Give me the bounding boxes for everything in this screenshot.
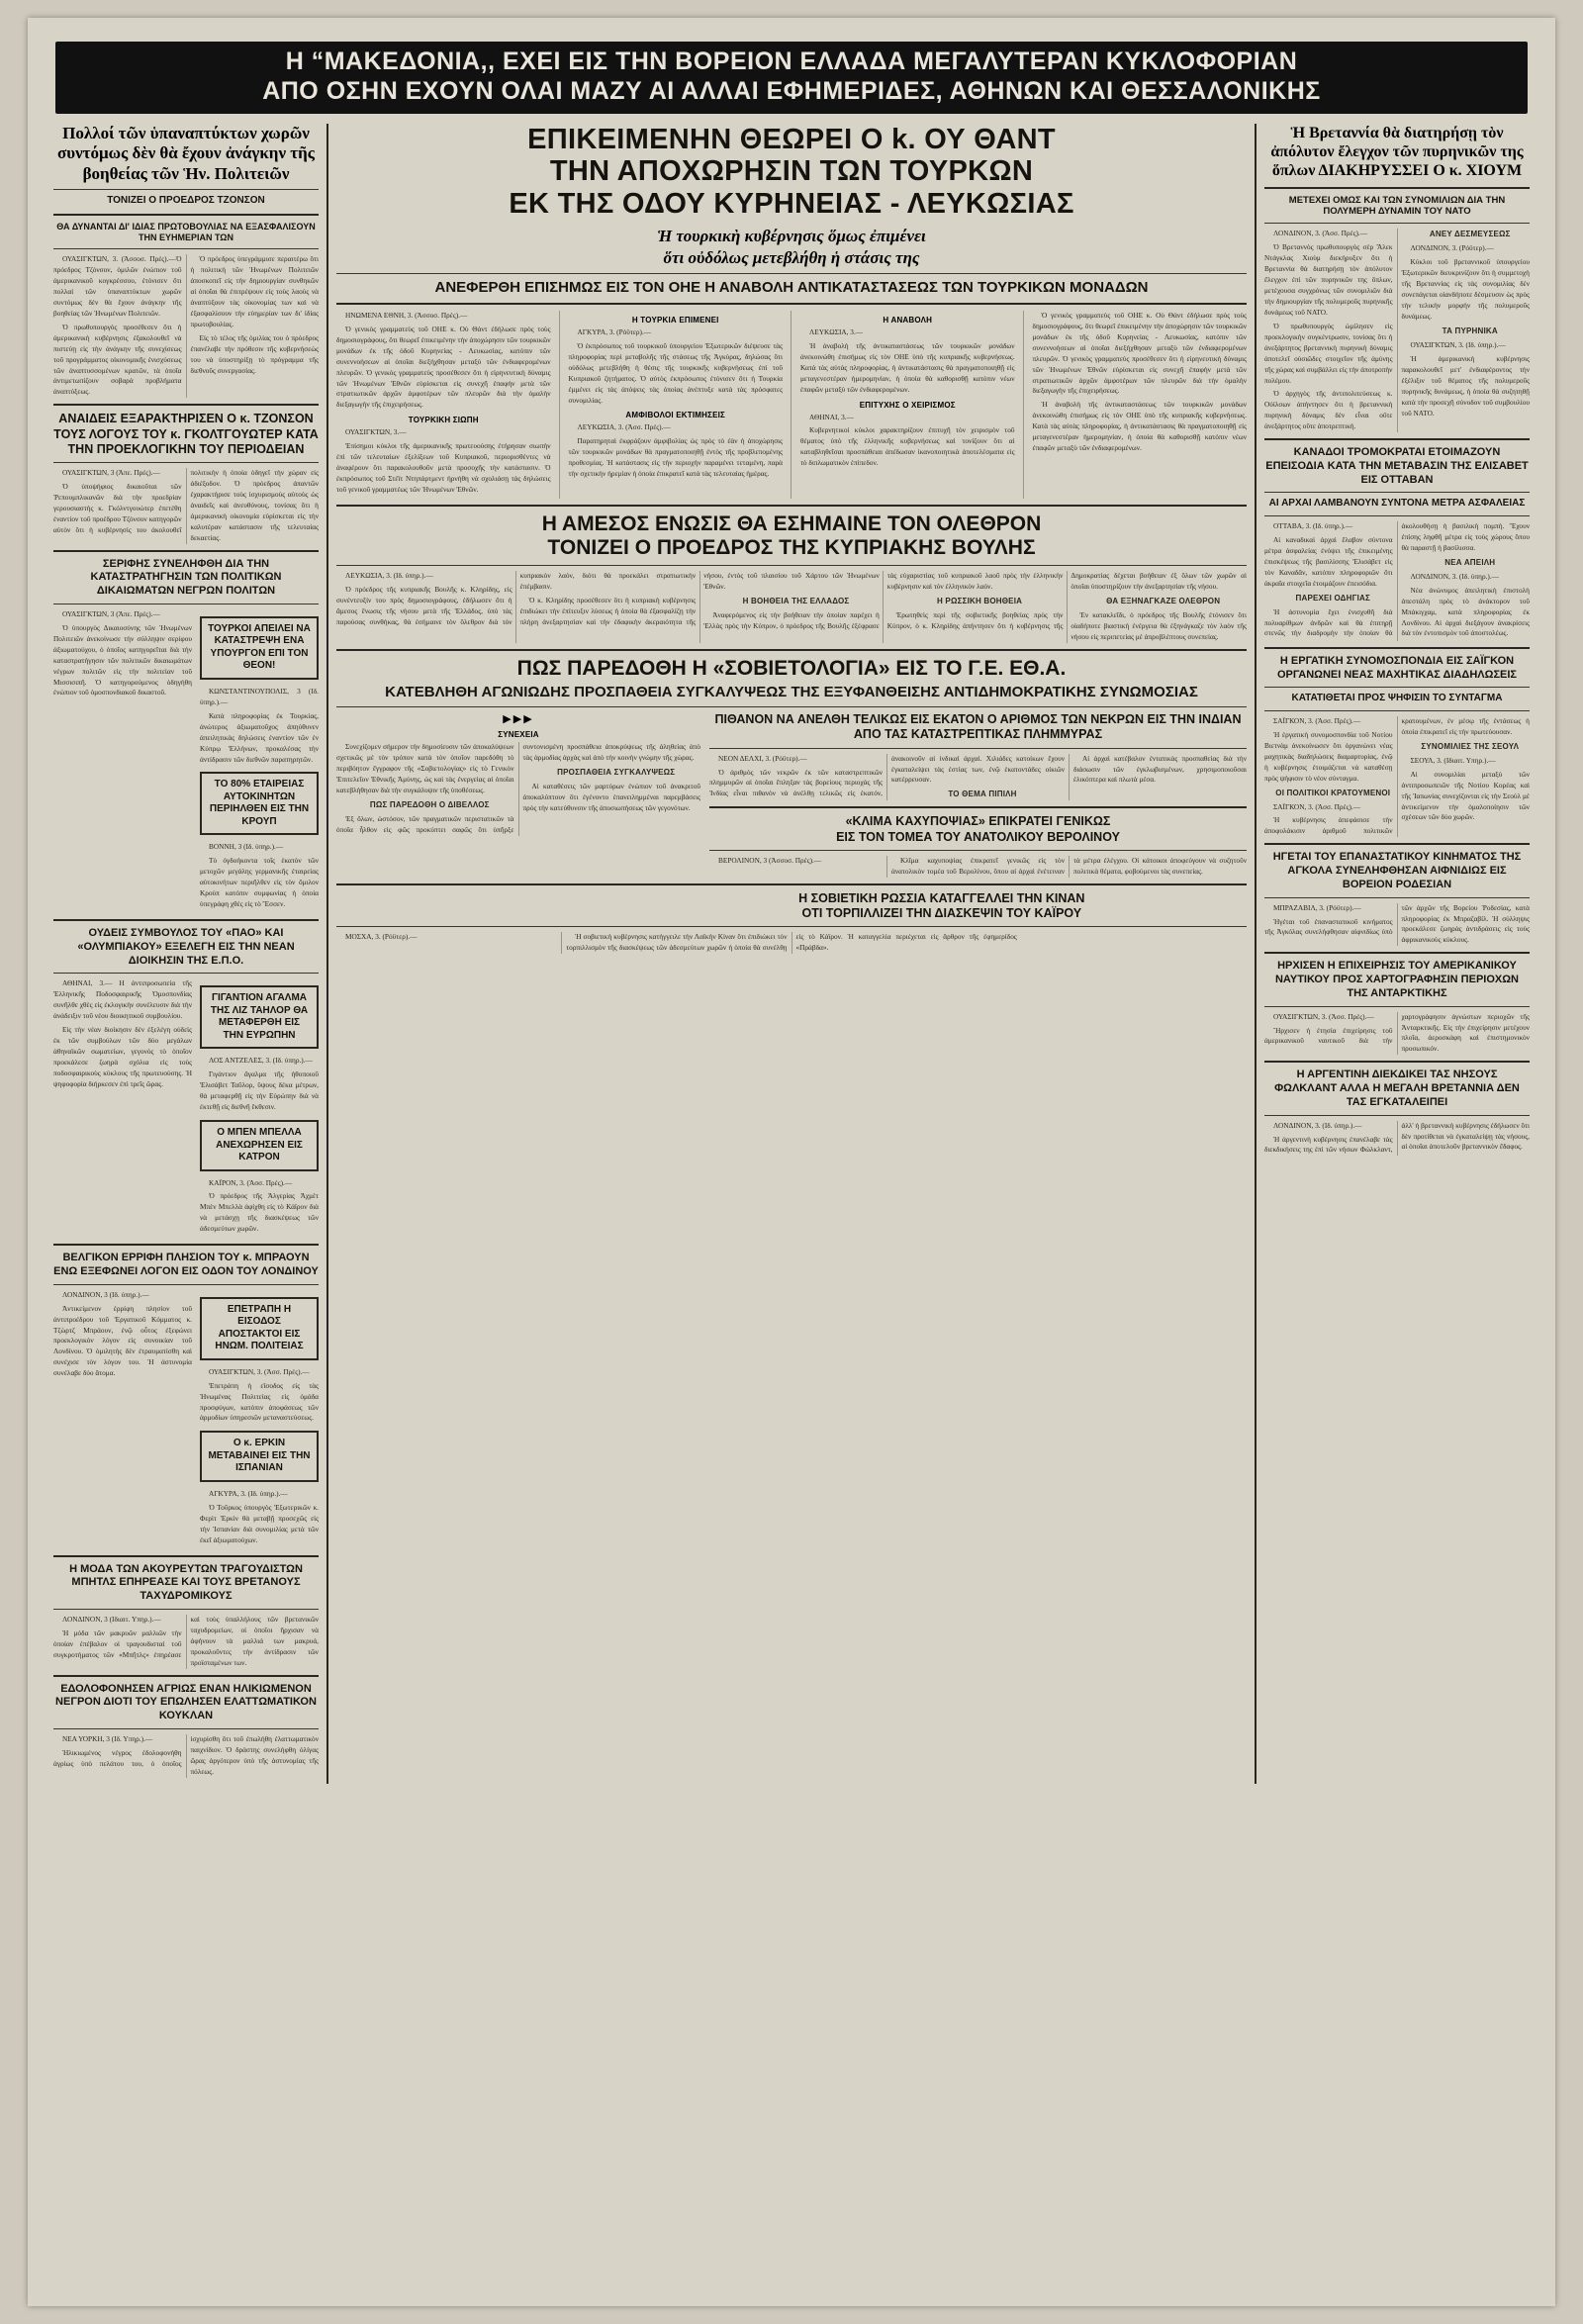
dateline: ΝΕΑ ΥΟΡΚΗ, 3 (Ιδ. Υπηρ.).— — [62, 1733, 153, 1743]
headline: ΗΓΕΤΑΙ ΤΟΥ ΕΠΑΝΑΣΤΑΤΙΚΟΥ ΚΙΝΗΜΑΤΟΣ ΤΗΣ ΑΓΚΟΛΑ ΣΥΝΕΛΗΦΘΗΣΑΝ ΑΙΦΝΙΔΙΩΣ ΕΙΣ ΒΟΡΕΙΟΝ ΡΟΔΕΣΙΑΝ — [1272, 851, 1522, 890]
dateline: ΒΕΡΟΛΙΝΟΝ, 3 (Άσσοσ. Πρές).— — [718, 855, 822, 865]
dateline: ΑΓΚΥΡΑ, 3. (Ρόϋτερ).— — [577, 326, 652, 336]
body-paragraph: Συνεχίζομεν σήμερον τὴν δημοσίευσιν τῶν ἀποκαλύψεων σχετικῶς μὲ τὸν τρόπον κατὰ τὸν ὁποῖον παρεδόθη τὸ περιβόητον ἔγγραφον τῆς «Σοβιετολογίας» εἰς τὸ Γενικὸν Ἐπιτελεῖον Ἐθνικῆς Ἀμύνης, ὡς καὶ τὰς ἐνεργείας αἱ ὁποῖαι κατεβλήθησαν διὰ τὴν συγκάλυψιν τῆς ὑποθέσεως. — [336, 742, 514, 794]
lead-story-cyprus — [336, 124, 1247, 499]
body-paragraph: Ὁ ἀριθμὸς τῶν νεκρῶν ἐκ τῶν καταστρεπτικῶν πλημμυρῶν αἱ ὁποῖαι ἔπληξαν τὰς βορείους περιοχὰς τῆς Ἰνδίας εἶναι πιθανὸν νὰ ἀνέλθῃ τελικῶς εἰς ἑκατόν, ἀνακοινοῦν αἱ ἰνδικαὶ ἀρχαί. Χιλιάδες κατοίκων ἔχουν ἐγκαταλείψει τὰς ἑστίας των, ἐνῷ ἑκατοντάδες οἰκιῶν κατέρρευσαν. — [709, 753, 1065, 798]
body-paragraph: Ὁ ὑποψήφιος δικαιοῦται τῶν Ῥεπουμπλικανῶν διὰ τὴν προεδρίαν γερουσιαστὴς κ. Γκόλντγουώτερ ἐπετέθη ἐναντίον τοῦ προέδρου Τζόνσον κατηγορῶν αὐτὸν ὅτι ἡ κυβέρνησίς του ἀκολουθεῖ πολιτικὴν ἡ ὁποία ὁδηγεῖ τὴν χώραν εἰς ἀδιέξοδον. Ὁ πρόεδρος ἀπαντῶν ἐχαρακτήρισε τοὺς ἰσχυρισμοὺς αὐτοὺς ὡς ἀναιδεῖς καὶ ἀνευθύνους, τονίσας ὅτι ἡ ἀμερικανικὴ οἰκονομία εὑρίσκεται εἰς τὴν καλυτέραν κατάστασιν τῆς τελευταίας δεκαετίας. — [53, 468, 319, 542]
subhead: ΘΑ ΔΥΝΑΝΤΑΙ ΔΙ' ΙΔΙΑΣ ΠΡΩΤΟΒΟΥΛΙΑΣ ΝΑ ΕΞΑΣΦΑΛΙΣΟΥΝ ΤΗΝ ΕΥΗΜΕΡΙΑΝ ΤΩΝ — [56, 221, 316, 242]
body-paragraph: Ἡ σοβιετικὴ κυβέρνησις κατήγγειλε τὴν Λαϊκὴν Κίναν ὅτι ἐπιδιώκει τὸν τορπιλλισμὸν τῆς διασκέψεως τῶν ἀδεσμεύτων χωρῶν ἡ ὁποία θὰ συνέλθῃ εἰς τὸ Κάϊρον. Ἡ καταγγελία περιέχεται εἰς ἄρθρον τῆς ἐφημερίδος «Πράβδα». — [566, 932, 1017, 953]
sidebar-box-turk-threat — [200, 616, 319, 680]
sidebar-box-benbella — [200, 1120, 319, 1171]
article-goldwater — [53, 412, 319, 543]
dateline: ΑΓΚΥΡΑ, 3. (Ιδ. ύπηρ.).— — [209, 1488, 288, 1498]
dateline: ΚΑΪΡΟΝ, 3. (Άσσ. Πρές).— — [209, 1177, 293, 1187]
dateline: ΟΥΑΣΙΓΚΤΩΝ, 3. (Άσσ. Πρές).— — [209, 1366, 310, 1376]
article-antarctic — [1264, 960, 1530, 1055]
body-paragraph: Αἱ ἀρχαὶ κατέβαλον ἐντατικὰς προσπαθείας διὰ τὴν διάσωσιν τῶν ἐγκλωβισμένων, χρησιμοποιοῦσαι ἑλικόπτερα καὶ πλωτὰ μέσα. — [1073, 753, 1247, 785]
triangle-bullets-icon: ▶▶▶ — [503, 713, 534, 726]
headline-line-1: «ΚΛΙΜΑ ΚΑΧΥΠΟΨΙΑΣ» ΕΠΙΚΡΑΤΕΙ ΓΕΝΙΚΩΣ — [845, 814, 1111, 829]
headline: ΣΕΡΙΦΗΣ ΣΥΝΕΛΗΦΘΗ ΔΙΑ ΤΗΝ ΚΑΤΑΣΤΡΑΤΗΓΗΣΙΝ ΤΩΝ ΠΟΛΙΤΙΚΩΝ ΔΙΚΑΙΩΜΑΤΩΝ ΝΕΓΡΩΝ ΠΟΛΙΤΩΝ — [90, 557, 282, 598]
section-subhead: ΕΠΙΤΥΧΗΣ Ο ΧΕΙΡΙΣΜΟΣ — [859, 400, 956, 410]
dateline: ΗΝΩΜΕΝΑ ΕΘΝΗ, 3. (Άσσοσ. Πρές).— — [345, 310, 468, 320]
masthead-banner — [55, 42, 1528, 114]
section-subhead: Η ΤΟΥΡΚΙΑ ΕΠΙΜΕΝΕΙ — [631, 315, 719, 325]
body-paragraph: Ἡ ἀναβολὴ τῆς ἀντικαταστάσεως τῶν τουρκικῶν μονάδων ἀνεκοινώθη ἐπισήμως εἰς τὸν ΟΗΕ ὑπὸ τῆς κυπριακῆς κυβερνήσεως. Κατὰ τὰς αὐτὰς πληροφορίας, ἡ ἀντικατάστασις θὰ πραγματοποιηθῇ εἰς μεταγενεστέραν ἡμερομηνίαν, ἡ ὁποία θὰ καθορισθῇ κατόπιν νέων ἐπαφῶν μεταξὺ τῶν ἐνδιαφερομένων. — [800, 340, 1015, 394]
dateline: ΛΕΥΚΩΣΙΑ, 3.— — [809, 326, 864, 336]
dateline: ΟΥΑΣΙΓΚΤΩΝ, 3 (Άπε. Πρές).— — [62, 468, 160, 478]
headline-line-3: ΕΚ ΤΗΣ ΟΔΟΥ ΚΥΡΗΝΕΙΑΣ - ΛΕΥΚΩΣΙΑΣ — [509, 187, 1074, 220]
dateline: ΑΘΗΝΑΙ, 3.— Η ἀντιπροσωπεία τῆς Ἑλληνικῆς Ποδοσφαιρικῆς Ὁμοσπονδίας συνῆλθε χθὲς εἰς ἐκλογικὴν συνέλευσιν διὰ τὴν ἀνάδειξιν τοῦ νέου διοικητικοῦ συμβουλίου. — [53, 978, 192, 1021]
dateline: ΛΕΥΚΩΣΙΑ, 3. (Άσσ. Πρές).— — [577, 422, 671, 432]
dateline: ΜΠΡΑΖΑΒΙΛ, 3. (Ρόϋτερ).— — [1273, 902, 1361, 912]
body-paragraph: Ἐρωτηθεὶς περὶ τῆς σοβιετικῆς βοηθείας πρὸς τὴν Κύπρον, ὁ κ. Κληρίδης ἀπήντησεν ὅτι ἡ κυβέρνησις τῆς Δημοκρατίας δέχεται βοήθειαν ἐξ ὅλων τῶν χωρῶν αἱ ὁποῖαι ὑποστηρίζουν τὴν ἀνεξαρτησίαν τῆς νήσου. — [886, 571, 1247, 631]
body-paragraph: Ἡ ἀναβολὴ τῆς ἀντικαταστάσεως τῶν τουρκικῶν μονάδων ἀνεκοινώθη ἐπισήμως εἰς τὸν ΟΗΕ ὑπὸ τῆς κυπριακῆς κυβερνήσεως. Κατὰ τὰς αὐτὰς πληροφορίας, ἡ ἀντικατάστασις θὰ πραγματοποιηθῇ εἰς μεταγενεστέραν ἡμερομηνίαν, ἡ ὁποία θὰ καθορισθῇ κατόπιν νέων ἐπαφῶν μεταξὺ τῶν ἐνδιαφερομένων. — [1032, 400, 1247, 453]
section-subhead: ΠΑΡΕΧΕΙ ΟΔΗΓΙΑΣ — [1295, 593, 1370, 603]
body-paragraph: Ἡ ἀμερικανικὴ κυβέρνησις παρακολουθεῖ μετ' ἐνδιαφέροντος τὴν ἐξέλιξιν τοῦ θέματος τῆς πολυμεροῦς πυρηνικῆς δυνάμεως, ἡ ὁποία θὰ συζητηθῇ κατὰ τὴν προσεχῆ σύνοδον τοῦ συμβουλίου τοῦ ΝΑΤΟ. — [1401, 353, 1530, 418]
section-subhead: Η ΡΩΣΣΙΚΗ ΒΟΗΘΕΙΑ — [937, 597, 1023, 606]
body-paragraph: Ἡ ἐργατικὴ συνομοσπονδία τοῦ Νοτίου Βιετνὰμ ἀνεκοίνωσεν ὅτι ὀργανώνει νέας μαχητικὰς διαδηλώσεις διαμαρτυρίας, ἐνῷ ἡ κυβέρνησις ἑτοιμάζεται νὰ καταθέσῃ πρὸς ψήφισιν τὸ νέον σύνταγμα. — [1264, 729, 1393, 783]
headline: ΕΔΟΛΟΦΟΝΗΣΕΝ ΑΓΡΙΩΣ ΕΝΑΝ ΗΛΙΚΙΩΜΕΝΟΝ ΝΕΓΡΟΝ ΔΙΟΤΙ ΤΟΥ ΕΠΩΛΗΣΕΝ ΕΛΑΤΤΩΜΑΤΙΚΟΝ ΚΟΥΚΛΑΝ — [55, 1682, 317, 1722]
article-sovietologia — [336, 657, 1247, 878]
dateline: ΟΥΑΣΙΓΚΤΩΝ, 3. (Ιδ. ύπηρ.).— — [1410, 339, 1506, 349]
article-britain-nuclear — [1264, 124, 1530, 432]
section-subhead: ΠΡΟΣΠΑΘΕΙΑ ΣΥΓΚΑΛΥΨΕΩΣ — [557, 767, 676, 777]
article-falklands — [1264, 1069, 1530, 1156]
body-paragraph: Γιγάντιον ἄγαλμα τῆς ἠθοποιοῦ Ἐλισάβετ Ταῦλορ, ὕψους δέκα μέτρων, θὰ μεταφερθῇ εἰς τὴν Εὐρώπην διὰ νὰ ἐκτεθῇ εἰς διεθνῆ ἔκθεσιν. — [200, 1069, 319, 1112]
body-paragraph: Ἀντικείμενον ἐρρίφη πλησίον τοῦ ἀντιπροέδρου τοῦ Ἐργατικοῦ Κόμματος κ. Τζὼρτζ Μπράουν, ἐνῷ οὗτος ἐξεφώνει προεκλογικὸν λόγον εἰς συνοικίαν τοῦ Λονδίνου. Ὁ ὁμιλητὴς δὲν ἐτραυματίσθη καὶ συνέχισε τὸν λόγον του. Ἡ ἀστυνομία συνέλαβε δύο ἄτομα. — [53, 1303, 192, 1378]
dateline: ΣΑΪΓΚΟΝ, 3. (Άσσ. Πρές).— — [1273, 801, 1361, 811]
column-divider — [326, 124, 328, 1784]
headline-line-1: Η ΑΜΕΣΟΣ ΕΝΩΣΙΣ ΘΑ ΕΣΗΜΑΙΝΕ ΤΟΝ ΟΛΕΘΡΟΝ — [541, 511, 1042, 535]
headline: Η ΑΡΓΕΝΤΙΝΗ ΔΙΕΚΔΙΚΕΙ ΤΑΣ ΝΗΣΟΥΣ ΦΩΛΚΛΑΝΤ ΑΛΛΑ Η ΜΕΓΑΛΗ ΒΡΕΤΑΝΝΙΑ ΔΕΝ ΤΑΣ ΕΓΚΑΤΑΛΕΙΠΕΙ — [1274, 1069, 1520, 1108]
sidebar-box-immigration — [200, 1297, 319, 1360]
subhead: ΑΙ ΑΡΧΑΙ ΛΑΜΒΑΝΟΥΝ ΣΥΝΤΟΝΑ ΜΕΤΡΑ ΑΣΦΑΛΕΙΑΣ — [1268, 498, 1526, 510]
body-paragraph: Ἐν κατακλεῖδι, ὁ πρόεδρος τῆς Βουλῆς ἐτόνισεν ὅτι οἱαδήποτε βιαστικὴ ἐνέργεια θὰ ἐξηνάγκαζε τὸν λαὸν τῆς νήσου εἰς περιπετείας μὲ ἀπροβλέπτους συνεπείας. — [1071, 610, 1247, 641]
dateline: ΛΟΣ ΑΝΤΖΕΛΕΣ, 3. (Ιδ. ύπηρ.).— — [209, 1056, 313, 1066]
body-paragraph: Ὁ πρόεδρος τῆς κυπριακῆς Βουλῆς κ. Κληρίδης, εἰς συνέντευξίν του πρὸς δημοσιογράφους, ἐδήλωσεν ὅτι ἡ ἄμεσος ἕνωσις τῆς νήσου μετὰ τῆς Ἑλλάδος, ὑπὸ τὰς παρούσας συνθήκας, θὰ ἐσήμαινε τὸν ὄλεθρον διὰ τὸν κυπριακὸν λαόν, διότι θὰ προεκάλει στρατιωτικὴν ἐπέμβασιν. — [336, 571, 697, 626]
body-paragraph: Ὁ πρωθυπουργὸς προσέθεσεν ὅτι ἡ ἀμερικανικὴ κυβέρνησις ἐξακολουθεῖ νὰ πιστεύῃ εἰς τὴν ἀνάγκην τῆς συνεχίσεως τοῦ προγράμματος οἰκονομικῆς ἐνισχύσεως τῶν ἀναπτυσσομένων κρατῶν, τὰ ὁποῖα ἀντιμετωπίζουν σοβαρὰ προβλήματα ἀναπτύξεως. — [53, 322, 182, 397]
subheadline-3: ΑΝΕΦΕΡΘΗ ΕΠΙΣΗΜΩΣ ΕΙΣ ΤΟΝ ΟΗΕ Η ΑΝΑΒΟΛΗ ΑΝΤΙΚΑΤΑΣΤΑΣΕΩΣ ΤΩΝ ΤΟΥΡΚΙΚΩΝ ΜΟΝΑΔΩΝ — [434, 278, 1149, 296]
body-paragraph: Ὁ πρόεδρος τῆς Ἀλγερίας Ἀχμὲτ Μπὲν Μπελλὰ ἀφίχθη εἰς τὸ Κάϊρον διὰ νὰ μετάσχῃ τῆς διασκέψεως τῶν ἀδεσμεύτων χωρῶν. — [200, 1191, 319, 1234]
center-column — [336, 124, 1247, 1784]
body-paragraph: Ὁ πρωθυπουργὸς ὡμίλησεν εἰς προεκλογικὴν συγκέντρωσιν, τονίσας ὅτι ἡ ἀνεξάρτητος βρεταννικὴ πυρηνικὴ δύναμις ἀποτελεῖ οὐσιῶδες στοιχεῖον τῆς ἀμύνης τῆς χώρας καὶ συμβάλλει εἰς τὴν ἀποτροπὴν πολέμου. — [1264, 321, 1393, 385]
dateline: ΒΟΝΝΗ, 3 (Ιδ. ύπηρ.).— — [209, 842, 284, 852]
article-beatles — [53, 1563, 319, 1669]
article-canada-queen — [1264, 446, 1530, 641]
body-paragraph: Ἡ μόδα τῶν μακρυῶν μαλλιῶν τὴν ὁποίαν ἐπέβαλον οἱ τραγουδισταὶ τοῦ συγκροτήματος τῶν «Μπῆτλς» ἐπηρέασε καὶ τοὺς ὑπαλλήλους τῶν βρετανικῶν ταχυδρομείων, οἱ ὁποῖοι ἤρχισαν νὰ ἀφήνουν τὰ μαλλιά των μακρυά, προκαλοῦντες τὴν ἀντίδρασιν τῶν προϊσταμένων των. — [53, 1614, 319, 1667]
dateline: ΟΥΑΣΙΓΚΤΩΝ, 3 (Άπε. Πρές).— — [62, 608, 160, 618]
dateline: ΟΥΑΣΙΓΚΤΩΝ, 3. (Άσσοσ. Πρές).—Ὁ πρόεδρος Τζόνσον, ὁμιλῶν ἐνώπιον τοῦ ἀμερικανικοῦ κογκρέσσου, ἐτόνισεν ὅτι πολλαί τῶν ὑπαναπτύκτων χωρῶν συντόμως δὲν θὰ ἔχουν ἀνάγκην τῆς βοηθείας τῶν Ἡνωμένων Πολιτειῶν. — [53, 254, 182, 318]
body-paragraph: Ὁ ὑπουργὸς Δικαιοσύνης τῶν Ἡνωμένων Πολιτειῶν ἀνεκοίνωσε τὴν σύλληψιν σερίφου ἀξιωματούχου, ὁ ὁποῖος κατηγορεῖται διὰ τὴν καταστρατήγησιν τῶν πολιτικῶν δικαιωμάτων νέγρων πολιτῶν εἰς τὴν πολιτείαν τοῦ Μισσισιπῆ. Ὁ κατηγορούμενος ὁδηγήθη ἐνώπιον τοῦ ὁμοσπονδιακοῦ δικαστοῦ. — [53, 622, 192, 697]
body-paragraph: Ἤρχισεν ἡ ἐτησία ἐπιχείρησις τοῦ ἀμερικανικοῦ ναυτικοῦ διὰ τὴν χαρτογράφησιν ἀγνώστων περιοχῶν τῆς Ἀνταρκτικῆς. Εἰς τὴν ἐπιχείρησιν μετέχουν πλοῖα, ἀεροσκάφη καὶ ἐπιστημονικὸν προσωπικόν. — [1264, 1011, 1530, 1054]
section-subhead: ΑΜΦΙΒΟΛΟΙ ΕΚΤΙΜΗΣΕΙΣ — [625, 411, 726, 420]
body-paragraph: Ὁ γενικὸς γραμματεὺς τοῦ ΟΗΕ κ. Οὺ Θάντ ἐδήλωσε πρὸς τοὺς δημοσιογράφους, ὅτι θεωρεῖ ἐπικειμένην τὴν ἀποχώρησιν τῶν τουρκικῶν μονάδων ἐκ τῆς ὁδοῦ Κυρηνείας - Λευκωσίας, κατόπιν τῶν συνεννοήσεων αἱ ὁποῖαι διεξήχθησαν μεταξὺ τῶν ἐνδιαφερομένων πλευρῶν. Ὁ γενικὸς γραμματεὺς προσέθεσεν ὅτι ἡ εἰρηνευτικὴ δύναμις τῶν Ἡνωμένων Ἐθνῶν εὑρίσκεται εἰς συνεχῆ ἐπαφὴν μετὰ τῶν στρατιωτικῶν ἀρχῶν ἀμφοτέρων τῶν πλευρῶν διὰ τὴν ὁμαλὴν διεξαγωγὴν τῆς ἐπιχειρήσεως. — [1032, 310, 1247, 396]
headline: ΒΕΛΓΙΚΟΝ ΕΡΡΙΦΗ ΠΛΗΣΙΟΝ ΤΟΥ κ. ΜΠΡΑΟΥΝ ΕΝΩ ΕΞΕΦΩΝΕΙ ΛΟΓΟΝ ΕΙΣ ΟΔΟΝ ΤΟΥ ΛΟΝΔΙΝΟΥ — [53, 1252, 319, 1277]
body-paragraph: Ὁ πρόεδρος ὑπεγράμμισε περαιτέρω ὅτι ἡ πολιτικὴ τῶν Ἡνωμένων Πολιτειῶν ἀποσκοπεῖ εἰς τὴν δημιουργίαν συνθηκῶν αἱ ὁποῖαι θὰ ἐπιτρέψουν εἰς τοὺς λαοὺς νὰ ἀναπτύξουν τὰς οἰκονομίας των καὶ νὰ ἐξασφαλίσουν τὴν εὐημερίαν των δι' ἰδίας πρωτοβουλίας. — [190, 254, 319, 328]
body-paragraph: Τὸ ὀγδοήκοντα τοῖς ἑκατὸν τῶν μετοχῶν μεγάλης γερμανικῆς ἑταιρείας αὐτοκινήτων περιῆλθεν εἰς τὸν ὅμιλον Κροὺπ κατόπιν συμφωνίας ἡ ὁποία ὑπεγράφη χθὲς εἰς τὸ Ἔσσεν. — [200, 856, 319, 909]
article-epo — [53, 927, 319, 1238]
headline-line-1: ΕΠΙΚΕΙΜΕΝΗΝ ΘΕΩΡΕΙ Ο k. ΟΥ ΘΑΝΤ — [527, 124, 1056, 155]
headline-line-2: ΟΤΙ ΤΟΡΠΙΛΛΙΖΕΙ ΤΗΝ ΔΙΑΣΚΕΨΙΝ ΤΟΥ ΚΑΪΡΟΥ — [801, 906, 1082, 921]
column-divider — [1255, 124, 1257, 1784]
body-paragraph: Ἡλικιωμένος νέγρος ἐδολοφονήθη ἀγρίως ὑπὸ πελάτου του, ὁ ὁποῖος ἰσχυρίσθη ὅτι τοῦ ἐπωλήθη ἐλαττωματικὸν παιχνίδιον. Ὁ δράστης συνελήφθη ὀλίγας ὥρας ἀργότερον ὑπὸ τῆς ἀστυνομίας τῆς πόλεως. — [53, 1733, 319, 1776]
body-paragraph: Ἐπίσημοι κύκλοι τῆς ἀμερικανικῆς πρωτευούσης ἐτήρησαν σιωπὴν ἐπὶ τῶν τελευταίων ἐξελίξεων τοῦ Κυπριακοῦ, περιορισθέντες νὰ ἀναφέρουν ὅτι παρακολουθοῦν μετὰ προσοχῆς τὴν κατάστασιν. Ὁ ἐκπρόσωπος τοῦ Στέϊτ Ντηπάρτμεντ ἠρνήθη νὰ σχολιάσῃ τὰς δηλώσεις τοῦ γενικοῦ γραμματέως τῶν Ἡνωμένων Ἐθνῶν. — [336, 441, 551, 495]
dateline: ΛΟΝΔΙΝΟΝ, 3. (Ιδ. ύπηρ.).— — [1273, 1120, 1362, 1130]
body-paragraph: Ἐξ ὅλων, ὡστόσον, τῶν πραγματικῶν περιστατικῶν τὰ ὁποῖα ἦλθον εἰς φῶς προκύπτει σαφῶς ὅτι ὑπῆρξε συντονισμένη προσπάθεια ἀποκρύψεως τῆς ἀληθείας ἀπὸ τὰς ἁρμοδίας ἀρχὰς καὶ ἀπὸ τὴν κοινὴν γνώμην τῆς χώρας. — [336, 742, 700, 834]
section-subhead: ΝΕΑ ΑΠΕΙΛΗ — [1444, 557, 1496, 567]
body-paragraph: Ὁ Τοῦρκος ὑπουργὸς Ἐξωτερικῶν κ. Φερὶτ Ἐρκὶν θὰ μεταβῇ προσεχῶς εἰς τὴν Ἱσπανίαν διὰ συνομιλίας μετὰ τῶν ἐκεῖ ἀξιωματούχων. — [200, 1502, 319, 1544]
sidebar-box-krupp — [200, 772, 319, 835]
dateline: ΝΕΟΝ ΔΕΛΧΙ, 3. (Ρόϋτερ).— — [718, 753, 807, 763]
headline: Η ΕΡΓΑΤΙΚΗ ΣΥΝΟΜΟΣΠΟΝΔΙΑ ΕΙΣ ΣΑΪΓΚΟΝ ΟΡΓΑΝΩΝΕΙ ΝΕΑΣ ΜΑΧΗΤΙΚΑΣ ΔΙΑΔΗΛΩΣΕΙΣ — [1276, 654, 1518, 681]
subheadline-1: Ἡ τουρκικὴ κυβέρνησις ὅμως ἐπιμένει — [657, 227, 926, 246]
box-headline: Ο ΜΠΕΝ ΜΠΕΛΛΑ ΑΝΕΧΩΡΗΣΕΝ ΕΙΣ ΚΑΤΡΟΝ — [216, 1127, 303, 1163]
body-paragraph: Αἱ καταθέσεις τῶν μαρτύρων ἐνώπιον τοῦ ἀνακριτοῦ ἀποκαλύπτουν ὅτι ἐγένοντο ἐπανειλημμέναι παρεμβάσεις πρὸς τὴν κατεύθυνσιν τῆς ἀποσιωπήσεως τῶν γεγονότων. — [522, 781, 700, 812]
sidebar-box-erkin — [200, 1431, 319, 1482]
headline-line-2: ΚΑΤΕΒΛΗΘΗ ΑΓΩΝΙΩΔΗΣ ΠΡΟΣΠΑΘΕΙΑ ΣΥΓΚΑΛΥΨΕΩΣ ΤΗΣ ΕΞΥΦΑΝΘΕΙΣΗΣ ΑΝΤΙΔΗΜΟΚΡΑΤΙΚΗΣ ΣΥΝΩΜΟΣΙΑΣ — [385, 684, 1198, 701]
box-headline: ΓΙΓΑΝΤΙΟΝ ΑΓΑΛΜΑ ΤΗΣ ΛΙΖ ΤΑΗΛΟΡ ΘΑ ΜΕΤΑΦΕΡΘΗ ΕΙΣ ΤΗΝ ΕΥΡΩΠΗΝ — [210, 992, 309, 1041]
left-column — [53, 124, 319, 1784]
body-paragraph: Ἀναφερόμενος εἰς τὴν βοήθειαν τὴν ὁποίαν παρέχει ἡ Ἑλλὰς πρὸς τὴν Κύπρον, ὁ πρόεδρος τῆς Βουλῆς ἐξέφρασε τὰς εὐχαριστίας τοῦ κυπριακοῦ λαοῦ πρὸς τὴν ἑλληνικὴν κυβέρνησιν καὶ τὸν ἑλληνικὸν λαόν. — [703, 571, 1064, 631]
body-paragraph: Ὁ Βρεταννὸς πρωθυπουργὸς σὲρ Ἄλεκ Ντάγκλας Χιοὺμ διεκήρυξεν ὅτι ἡ Βρεταννία θὰ διατηρήσῃ τὸν ἀπόλυτον ἔλεγχον ἐπὶ τῶν πυρηνικῶν της ὅπλων, μετέχουσα συγχρόνως τῶν συνομιλιῶν διὰ τὴν δημιουργίαν τῆς πολυμεροῦς πυρηνικῆς δυνάμεως τοῦ ΝΑΤΟ. — [1264, 242, 1393, 317]
sidebar-box-taylor — [200, 985, 319, 1049]
article-johnson-aid — [53, 124, 319, 398]
body-paragraph: Ὁ γενικὸς γραμματεὺς τοῦ ΟΗΕ κ. Οὺ Θάντ ἐδήλωσε πρὸς τοὺς δημοσιογράφους, ὅτι θεωρεῖ ἐπικειμένην τὴν ἀποχώρησιν τῶν τουρκικῶν μονάδων ἐκ τῆς ὁδοῦ Κυρηνείας - Λευκωσίας, κατόπιν τῶν συνεννοήσεων αἱ ὁποῖαι διεξήχθησαν μεταξὺ τῶν ἐνδιαφερομένων πλευρῶν. Ὁ γενικὸς γραμματεὺς προσέθεσεν ὅτι ἡ εἰρηνευτικὴ δύναμις τῶν Ἡνωμένων Ἐθνῶν εὑρίσκεται εἰς συνεχῆ ἐπαφὴν μετὰ τῶν στρατιωτικῶν ἀρχῶν ἀμφοτέρων τῶν πλευρῶν διὰ τὴν ὁμαλὴν διεξαγωγὴν τῆς ἐπιχειρήσεως. — [336, 324, 551, 410]
body-paragraph: Ὁ ἀρχηγὸς τῆς ἀντιπολιτεύσεως κ. Οὐίλσων ἀπήντησεν ὅτι ἡ βρεταννικὴ πυρηνικὴ δύναμις δὲν εἶναι οὔτε ἀνεξάρτητος οὔτε ἀποτρεπτική. — [1264, 389, 1393, 431]
section-subhead: ΘΑ ΕΞΗΝΑΓΚΑΖΕ ΟΛΕΘΡΟΝ — [1106, 597, 1221, 606]
headline: Πολλοί τῶν ὑπαναπτύκτων χωρῶν συντόμως δὲν θὰ ἔχουν ἀνάγκην τῆς βοηθείας τῶν Ἡν. Πολιτειῶν — [57, 124, 315, 183]
headline: ΚΑΝΑΔΟΙ ΤΡΟΜΟΚΡΑΤΑΙ ΕΤΟΙΜΑΖΟΥΝ ΕΠΕΙΣΟΔΙΑ ΚΑΤΑ ΤΗΝ ΜΕΤΑΒΑΣΙΝ ΤΗΣ ΕΛΙΣΑΒΕΤ ΕΙΣ ΟΤΤΑΒΑΝ — [1265, 446, 1529, 486]
newspaper-sheet — [28, 18, 1555, 2306]
subhead: ΜΕΤΕΧΕΙ ΟΜΩΣ ΚΑΙ ΤΩΝ ΣΥΝΟΜΙΛΙΩΝ ΔΙΑ ΤΗΝ ΠΟΛΥΜΕΡΗ ΔΥΝΑΜΙΝ ΤΟΥ ΝΑΤΟ — [1288, 194, 1506, 218]
dateline: ΟΥΑΣΙΓΚΤΩΝ, 3. (Άσσ. Πρές).— — [1273, 1011, 1374, 1021]
page-body — [53, 124, 1530, 1784]
dateline: ΛΟΝΔΙΝΟΝ, 3 (Ιδ. ύπηρ.).— — [62, 1289, 149, 1299]
subhead: ΚΑΤΑΤΙΘΕΤΑΙ ΠΡΟΣ ΨΗΦΙΣΙΝ ΤΟ ΣΥΝΤΑΓΜΑ — [1291, 693, 1503, 704]
dateline: ΑΘΗΝΑΙ, 3.— — [809, 412, 854, 421]
body-paragraph: Κύκλοι τοῦ βρεταννικοῦ ὑπουργείου Ἐξωτερικῶν διευκρινίζουν ὅτι ἡ συμμετοχὴ τῆς Βρεταννίας εἰς τὰς συνομιλίας δὲν συνεπάγεται οἱανδήποτε δέσμευσιν ὡς πρὸς τὴν τελικὴν μορφὴν τῆς πολυμεροῦς δυνάμεως. — [1401, 257, 1530, 321]
headline: ΗΡΧΙΣΕΝ Η ΕΠΙΧΕΙΡΗΣΙΣ ΤΟΥ ΑΜΕΡΙΚΑΝΙΚΟΥ ΝΑΥΤΙΚΟΥ ΠΡΟΣ ΧΑΡΤΟΓΡΑΦΗΣΙΝ ΠΕΡΙΟΧΩΝ ΤΗΣ ΑΝΤΑΡΚΤΙΚΗΣ — [1274, 960, 1519, 999]
body-paragraph: Παρατηρηταὶ ἐκφράζουν ἀμφιβολίας ὡς πρὸς τὸ ἐὰν ἡ ἀποχώρησις τῶν τουρκικῶν μονάδων θὰ πραγματοποιηθῇ ἐντὸς τῆς προβλεπομένης προθεσμίας. Ἡ κατάστασις εἰς τὴν περιοχὴν παραμένει τεταμένη, παρὰ τὴν σχετικὴν ἠρεμίαν ἡ ὁποία ἐπικρατεῖ κατὰ τὰς τελευταίας ἡμέρας. — [568, 436, 783, 479]
article-brown — [53, 1252, 319, 1548]
body-paragraph: Ἡ ἀστυνομία ἔχει ἐνισχυθῆ διὰ πολυαρίθμων ἀνδρῶν καὶ θὰ ἐπιτηρῇ στενῶς τὴν διαδρομὴν τὴν ὁποίαν θὰ ἀκολουθήσῃ ἡ βασιλικὴ πομπή. Ἔχουν ἐπίσης ληφθῆ μέτρα εἰς τοὺς χώρους ὅπου θὰ παραστῇ ἡ βασίλισσα. — [1264, 520, 1530, 638]
article-murder — [53, 1683, 319, 1778]
body-paragraph: Ἡγέται τοῦ ἐπαναστατικοῦ κινήματος τῆς Ἀγκόλας συνελήφθησαν αἰφνιδίως ὑπὸ τῶν ἀρχῶν τῆς Βορείου Ῥοδεσίας, κατὰ πληροφορίας ἐκ Μπραζαβίλ. Ἡ σύλληψις προεκάλεσε ζωηρὰς ἀντιδράσεις εἰς τοὺς ἀφρικανικοὺς κύκλους. — [1264, 902, 1530, 945]
body-paragraph: Αἱ καναδικαὶ ἀρχαὶ ἔλαβον σύντονα μέτρα ἀσφαλείας ἐνόψει τῆς ἐπικειμένης ἐπισκέψεως τῆς βασιλίσσης Ἐλισάβετ εἰς τὸν Καναδᾶν, κατόπιν πληροφοριῶν ὅτι ἀκραῖα στοιχεῖα ἑτοιμάζουν ἐπεισόδια. — [1264, 534, 1393, 588]
headline: Η ΜΟΔΑ ΤΩΝ ΑΚΟΥΡΕΥΤΩΝ ΤΡΑΓΟΥΔΙΣΤΩΝ ΜΠΗΤΛΣ ΕΠΗΡΕΑΣΕ ΚΑΙ ΤΟΥΣ ΒΡΕΤΑΝΟΥΣ ΤΑΧΥΔΡΟΜΙΚΟΥΣ — [69, 1562, 303, 1603]
body-paragraph: Εἰς τὴν νέαν διοίκησιν δὲν ἐξελέγη οὐδεὶς ἐκ τῶν συμβούλων τῶν δύο μεγάλων ἀθηναϊκῶν σωματείων, γεγονὸς τὸ ὁποῖον προεκάλεσε ζωηρὰ σχόλια εἰς τοὺς ποδοσφαιρικοὺς κύκλους τῆς πρωτευούσης. Ἡ ψηφοφορία διήρκεσεν ἐπὶ τρεῖς ὥρας. — [53, 1025, 192, 1088]
section-subhead: Η ΑΝΑΒΟΛΗ — [883, 315, 933, 325]
body-paragraph: Αἱ συνομιλίαι μεταξὺ τῶν ἀντιπροσωπειῶν τῆς Νοτίου Κορέας καὶ τῆς Ἰαπωνίας συνεχίζονται εἰς τὴν Σεοὺλ μὲ ἀντικείμενον τὴν ὁμαλοποίησιν τῶν σχέσεων τῶν δύο χωρῶν. — [1401, 769, 1530, 822]
subheadline-2: ὅτι οὐδόλως μετεβλήθη ἡ στάσις της — [663, 247, 920, 267]
article-angola — [1264, 851, 1530, 946]
dateline: ΛΟΝΔΙΝΟΝ, 3 (Ιδιαιτ. Υπηρ.).— — [62, 1614, 161, 1624]
dateline: ΛΟΝΔΙΝΟΝ, 3. (Ιδ. ύπηρ.).— — [1410, 571, 1499, 581]
headline-line-2: ΤΗΝ ΑΠΟΧΩΡΗΣΙΝ ΤΩΝ ΤΟΥΡΚΩΝ — [549, 155, 1034, 188]
article-soviet-china — [336, 891, 1247, 954]
dateline: ΛΟΝΔΙΝΟΝ, 3. (Άσσ. Πρές).— — [1273, 229, 1368, 238]
masthead-line-2: ΑΠΟ ΟΣΗΝ ΕΧΟΥΝ ΟΛΑΙ ΜΑΖΥ ΑΙ ΑΛΛΑΙ ΕΦΗΜΕΡΙΔΕΣ, ΑΘΗΝΩΝ ΚΑΙ ΘΕΣΣΑΛΟΝΙΚΗΣ — [262, 76, 1321, 105]
headline: Ἡ Βρεταννία θὰ διατηρήσῃ τὸν ἀπόλυτον ἔλεγχον τῶν πυρηνικῶν της ὅπλων ΔΙΑΚΗΡΥΣΣΕΙ Ο κ. ΧΙΟΥΜ — [1270, 125, 1524, 180]
masthead-line-1: Η “ΜΑΚΕΔΟΝΙΑ,, ΕΧΕΙ ΕΙΣ ΤΗΝ ΒΟΡΕΙΟΝ ΕΛΛΑΔΑ ΜΕΓΑΛΥΤΕΡΑΝ ΚΥΚΛΟΦΟΡΙΑΝ — [285, 47, 1298, 75]
dateline: ΛΕΥΚΩΣΙΑ, 3. (Ιδ. ύπηρ.).— — [345, 571, 433, 581]
headline-line-2: ΕΙΣ ΤΟΝ ΤΟΜΕΑ ΤΟΥ ΑΝΑΤΟΛΙΚΟΥ ΒΕΡΟΛΙΝΟΥ — [836, 829, 1120, 844]
section-subhead: ΤΟ ΘΕΜΑ ΠΙΠΙΛΗ — [948, 790, 1017, 799]
section-subhead: ΣΥΝΟΜΙΛΙΕΣ ΤΗΣ ΣΕΟΥΛ — [1421, 741, 1520, 751]
headline-line-1: ΠΩΣ ΠΑΡΕΔΟΘΗ Η «ΣΟΒΙΕΤΟΛΟΓΙΑ» ΕΙΣ ΤΟ Γ.Ε. ΕΘ.Α. — [516, 656, 1067, 680]
body-paragraph: Κυβερνητικοὶ κύκλοι χαρακτηρίζουν ἐπιτυχῆ τὸν χειρισμὸν τοῦ θέματος ὑπὸ τῆς ἑλληνικῆς κυβερνήσεως καὶ τονίζουν ὅτι αἱ καταβληθεῖσαι προσπάθειαι ἀπέδωσαν ἱκανοποιητικὰ ἀποτελέσματα εἰς τὸ διπλωματικὸν ἐπίπεδον. — [800, 425, 1015, 468]
section-subhead: ΟΙ ΠΟΛΙΤΙΚΟΙ ΚΡΑΤΟΥΜΕΝΟΙ — [1275, 788, 1391, 797]
box-headline: ΕΠΕΤΡΑΠΗ Η ΕΙΣΟΔΟΣ ΑΠΟΣΤΑΚΤΟΙ ΕΙΣ ΗΝΩΜ. ΠΟΛΙΤΕΙΑΣ — [215, 1303, 304, 1352]
dateline: ΛΟΝΔΙΝΟΝ, 3. (Ρόϋτερ).— — [1410, 243, 1494, 253]
body-paragraph: Κατὰ πληροφορίας ἐκ Τουρκίας, ἀνώτερος ἀξιωματοῦχος ἀπηύθυνεν ἀπειλητικὰς δηλώσεις ἐναντίον τῶν ἐν Κύπρῳ Ἑλλήνων, προκαλέσας τὴν ἀντίδρασιν τῶν διεθνῶν παρατηρητῶν. — [200, 710, 319, 764]
dateline: ΚΩΝΣΤΑΝΤΙΝΟΥΠΟΛΙΣ, 3 (Ιδ. ύπηρ.).— — [200, 686, 319, 706]
body-paragraph: Ἡ κυβέρνησις ἀπεφάσισε τὴν ἀποφυλάκισιν ἀριθμοῦ πολιτικῶν κρατουμένων, ἐν μέσῳ τῆς ἐντάσεως ἡ ὁποία ἐπικρατεῖ εἰς τὴν πρωτεύουσαν. — [1264, 715, 1530, 836]
body-paragraph: Ἐπετράπη ἡ εἴσοδος εἰς τὰς Ἡνωμένας Πολιτείας εἰς ὁμάδα προσφύγων, κατόπιν ἀποφάσεως τῶν ἁρμοδίων ὑπηρεσιῶν μεταναστεύσεως. — [200, 1380, 319, 1423]
kicker: ΤΟΝΙΖΕΙ Ο ΠΡΟΕΔΡΟΣ ΤΖΟΝΣΟΝ — [107, 195, 265, 207]
section-subhead: ΣΥΝΕΧΕΙΑ — [498, 730, 539, 740]
headline: ΑΝΑΙΔΕΙΣ ΕΞΑΡΑΚΤΗΡΙΣΕΝ Ο κ. ΤΖΟΝΣΟΝ ΤΟΥΣ ΛΟΓΟΥΣ ΤΟΥ κ. ΓΚΟΛΤΓΟΥΩΤΕΡ ΚΑΤΑ ΤΗΝ ΠΡΟΕΚΛΟΓΙΚΗΝ ΤΟΥ ΠΕΡΙΟΔΕΙΑΝ — [53, 412, 319, 456]
headline: ΠΙΘΑΝΟΝ ΝΑ ΑΝΕΛΘΗ ΤΕΛΙΚΩΣ ΕΙΣ ΕΚΑΤΟΝ Ο ΑΡΙΘΜΟΣ ΤΩΝ ΝΕΚΡΩΝ ΕΙΣ ΤΗΝ ΙΝΔΙΑΝ ΑΠΟ ΤΑΣ ΚΑΤΑΣΤΡΕΠΤΙΚΑΣ ΠΛΗΜΜΥΡΑΣ — [714, 712, 1242, 742]
article-enosis — [336, 512, 1247, 643]
body-paragraph: Κλῖμα καχυποψίας ἐπικρατεῖ γενικῶς εἰς τὸν ἀνατολικὸν τομέα τοῦ Βερολίνου, ὅπου αἱ ἀρχαὶ ἐνέτειναν τὰ μέτρα ἐλέγχου. Οἱ κάτοικοι ἀποφεύγουν νὰ συζητοῦν πολιτικὰ θέματα, φοβούμενοι τὰς συνεπείας. — [891, 855, 1247, 876]
box-headline: Ο κ. ΕΡΚΙΝ ΜΕΤΑΒΑΙΝΕΙ ΕΙΣ ΤΗΝ ΙΣΠΑΝΙΑΝ — [208, 1438, 311, 1474]
section-subhead: Η ΒΟΗΘΕΙΑ ΤΗΣ ΕΛΛΑΔΟΣ — [742, 597, 850, 606]
dateline: ΣΑΪΓΚΟΝ, 3. (Άσσ. Πρές).— — [1273, 715, 1361, 725]
right-column — [1264, 124, 1530, 1784]
body-paragraph: Εἰς τὸ τέλος τῆς ὁμιλίας του ὁ πρόεδρος ἐπανέλαβε τὴν πρόθεσιν τῆς κυβερνήσεώς του νὰ ὑποστηρίξῃ τὸ πρόγραμμα τῆς διεθνοῦς συνεργασίας. — [190, 332, 319, 375]
box-headline: ΤΟ 80% ΕΤΑΙΡΕΙΑΣ ΑΥΤΟΚΙΝΗΤΩΝ ΠΕΡΙΗΛΘΕΝ ΕΙΣ ΤΗΝ ΚΡΟΥΠ — [209, 779, 310, 827]
article-sheriff — [53, 558, 319, 913]
dateline: ΟΥΑΣΙΓΚΤΩΝ, 3.— — [345, 427, 407, 437]
article-saigon — [1264, 655, 1530, 837]
headline-line-1: Η ΣΟΒΙΕΤΙΚΗ ΡΩΣΣΙΑ ΚΑΤΑΓΓΕΛΛΕΙ ΤΗΝ ΚΙΝΑΝ — [798, 890, 1085, 905]
section-subhead: ΤΟΥΡΚΙΚΗ ΣΙΩΠΗ — [408, 416, 479, 425]
headline: ΟΥΔΕΙΣ ΣΥΜΒΟΥΛΟΣ ΤΟΥ «ΠΑΟ» ΚΑΙ «ΟΛΥΜΠΙΑΚΟΥ» ΕΞΕΛΕΓΗ ΕΙΣ ΤΗΝ ΝΕΑΝ ΔΙΟΙΚΗΣΙΝ ΤΗΣ Ε.Π.Ο. — [77, 927, 295, 967]
box-headline: ΤΟΥΡΚΟΙ ΑΠΕΙΛΕΙ ΝΑ ΚΑΤΑΣΤΡΕΨΗ ΕΝΑ ΥΠΟΥΡΓΟΝ ΕΠΙ ΤΟΝ ΘΕΟΝ! — [208, 622, 311, 672]
body-paragraph: Νέα ἀνώνυμος ἀπειλητικὴ ἐπιστολὴ ἀπεστάλη πρὸς τὸ ἀνάκτορον τοῦ Μπάκιγχαμ, κατὰ πληροφορίας ἐκ Λονδίνου. Αἱ ἀρχαὶ διεξάγουν ἀνακρίσεις διὰ τὸν ἐντοπισμὸν τοῦ ἀποστολέως. — [1401, 585, 1530, 638]
dateline: ΣΕΟΥΛ, 3. (Ιδιαιτ. Υπηρ.).— — [1410, 755, 1496, 765]
body-paragraph: Ὁ κ. Κληρίδης προσέθεσεν ὅτι ἡ κυπριακὴ κυβέρνησις ἐπιδιώκει τὴν ἐπίτευξιν λύσεως ἡ ὁποία θὰ ἐξασφαλίζῃ τὴν πλήρη ἀνεξαρτησίαν καὶ τὴν ἐδαφικὴν ἀκεραιότητα τῆς νήσου, ἐντὸς τοῦ πλαισίου τοῦ Χάρτου τῶν Ἡνωμένων Ἐθνῶν. — [519, 571, 880, 626]
body-paragraph: Ὁ ἐκπρόσωπος τοῦ τουρκικοῦ ὑπουργείου Ἐξωτερικῶν διέψευσε τὰς πληροφορίας περὶ μεταβολῆς τῆς στάσεως τῆς Ἀγκύρας, δηλώσας ὅτι οὐδόλως μετεβλήθη ἡ θέσις τῆς τουρκικῆς κυβερνήσεως ἐπὶ τοῦ Κυπριακοῦ ζητήματος. Ὁ αὐτὸς ἐκπρόσωπος ἐτόνισεν ὅτι ἡ Τουρκία ἐμμένει εἰς τὰς ἀπόψεις τὰς ὁποίας ἀνέπτυξε κατὰ τὰς πρόσφατες συνομιλίας. — [568, 340, 783, 405]
dateline: ΟΤΤΑΒΑ, 3. (Ιδ. ύπηρ.).— — [1273, 520, 1353, 530]
headline-line-2: ΤΟΝΙΖΕΙ Ο ΠΡΟΕΔΡΟΣ ΤΗΣ ΚΥΠΡΙΑΚΗΣ ΒΟΥΛΗΣ — [547, 536, 1036, 560]
dateline: ΜΟΣΧΑ, 3. (Ρόϋτερ).— — [345, 932, 418, 942]
body-paragraph: Ἡ ἀργεντινὴ κυβέρνησις ἐπανέλαβε τὰς διεκδικήσεις της ἐπὶ τῶν νήσων Φώλκλαντ, ἀλλ' ἡ βρεταννικὴ κυβέρνησις ἐδήλωσεν ὅτι δὲν προτίθεται νὰ ἐγκαταλείψῃ τὰς νήσους, αἱ ὁποῖαι ἀποτελοῦν βρεταννικὸν ἔδαφος. — [1264, 1120, 1530, 1155]
section-subhead: ΤΑ ΠΥΡΗΝΙΚΑ — [1442, 325, 1498, 335]
section-subhead: ΠΩΣ ΠΑΡΕΔΟΘΗ Ο ΔΙΒΕΛΛΟΣ — [369, 799, 490, 809]
section-subhead: ΑΝΕΥ ΔΕΣΜΕΥΣΕΩΣ — [1429, 230, 1511, 239]
